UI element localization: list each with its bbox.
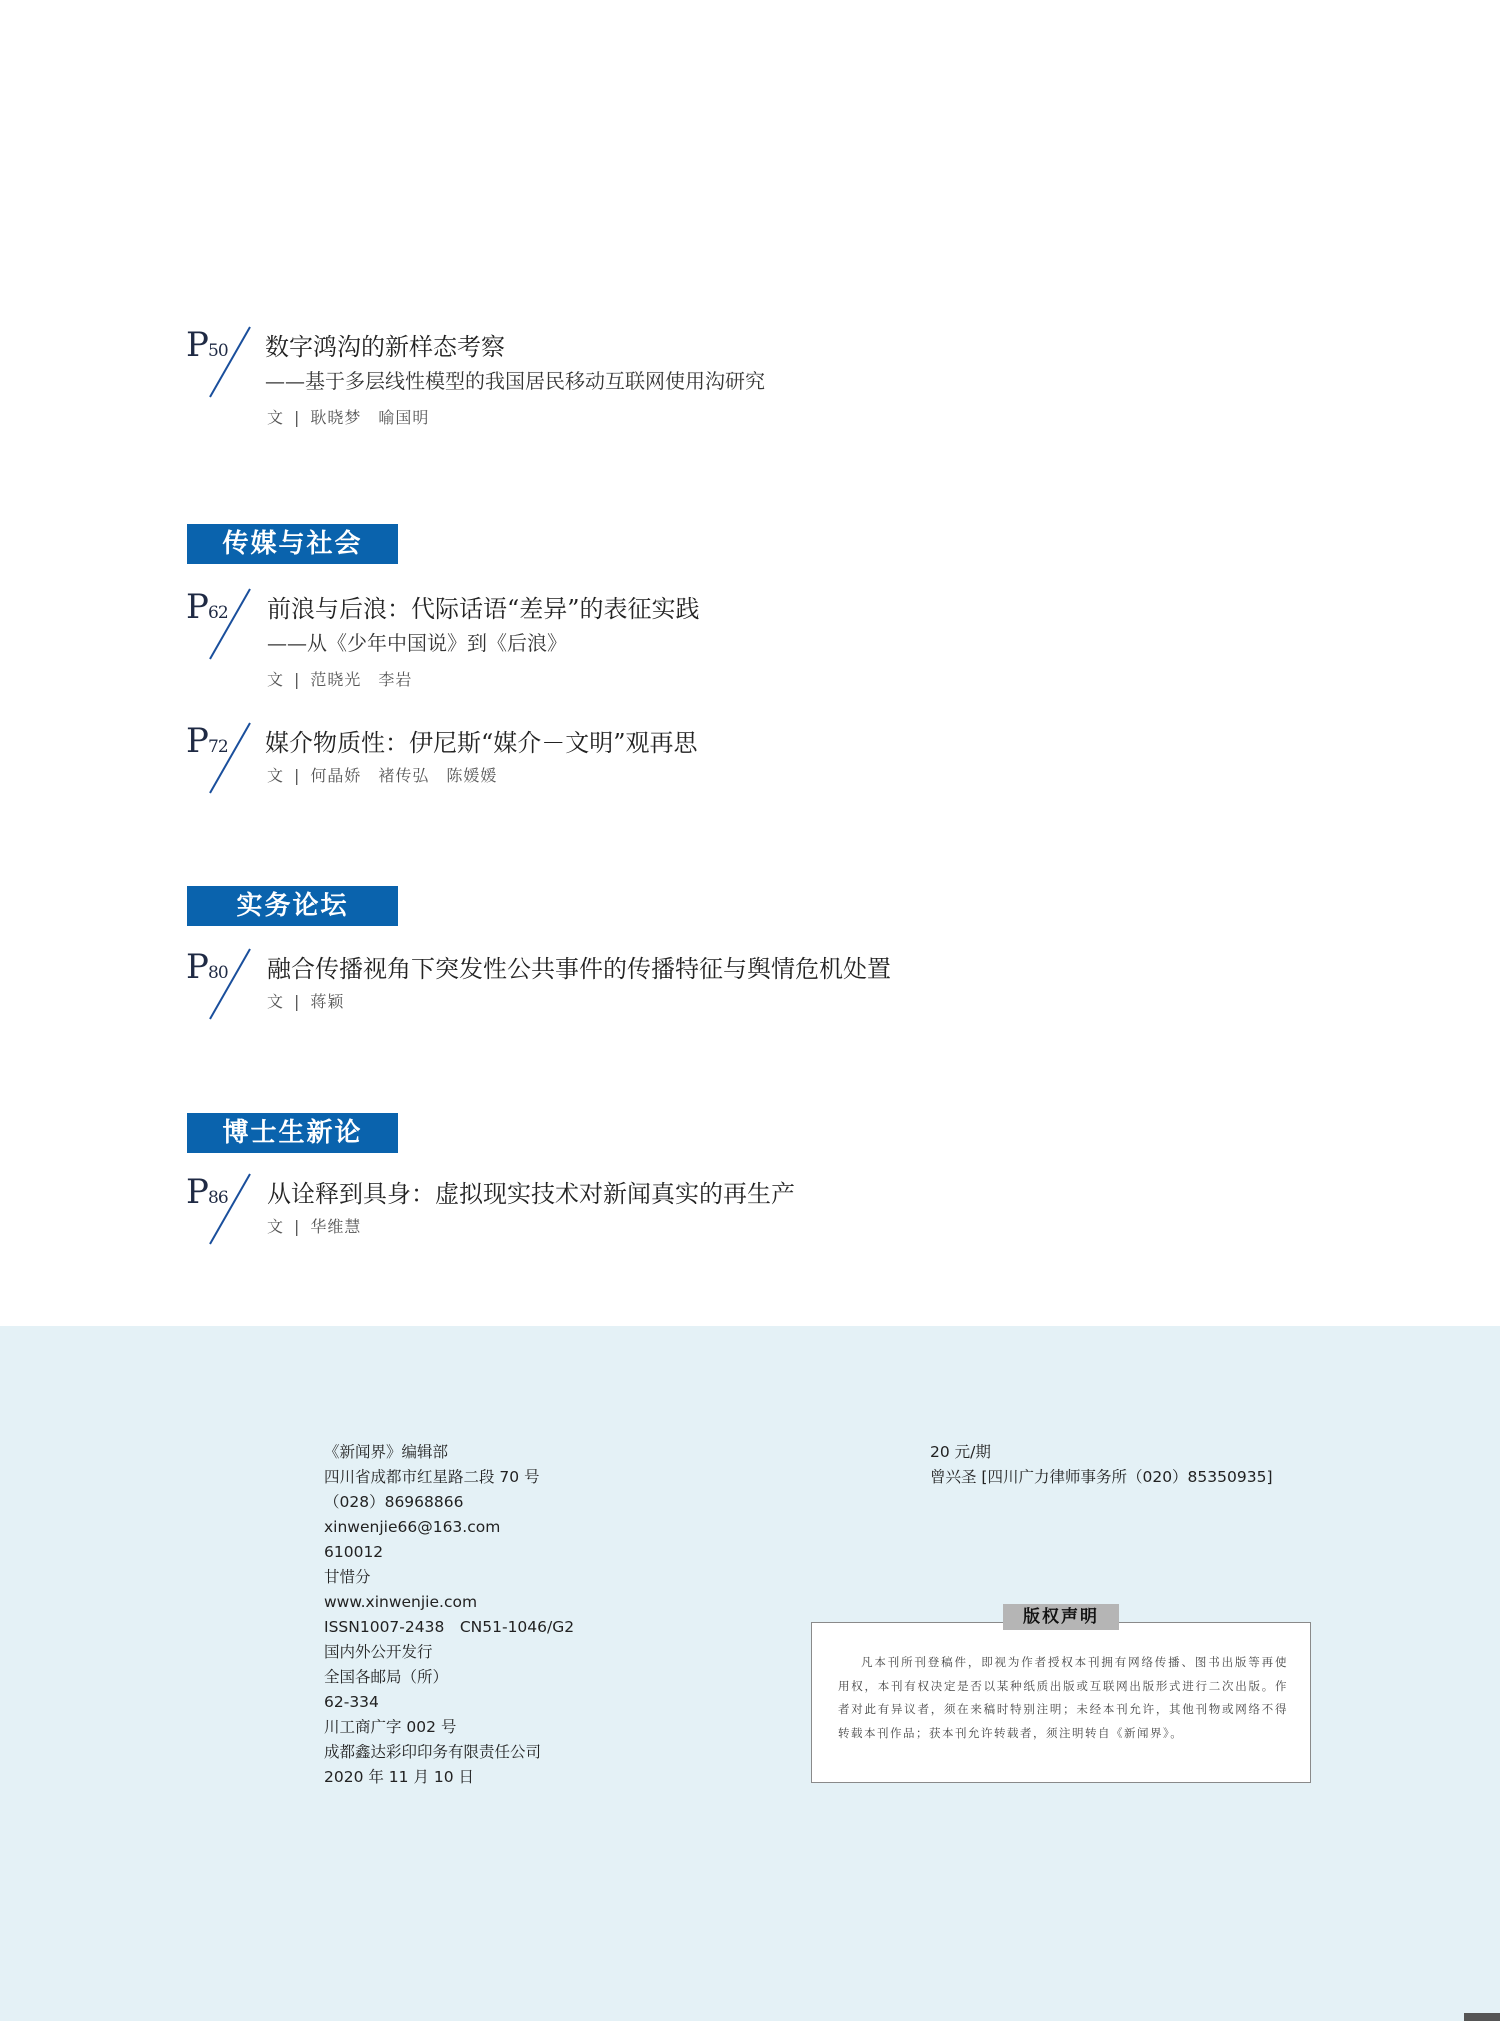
slash-divider-icon	[186, 1172, 256, 1252]
byline-prefix: 文	[267, 670, 285, 689]
page-number-badge	[186, 325, 256, 405]
info-value: 610012	[324, 1543, 384, 1561]
byline-prefix: 文	[267, 408, 285, 427]
page-prefix: P	[186, 1172, 209, 1212]
article-authors: 文 | 何晶娇 褚传弘 陈媛媛	[267, 766, 498, 785]
article-subtitle: ——从《少年中国说》到《后浪》	[267, 631, 567, 655]
article-subtitle: ——基于多层线性模型的我国居民移动互联网使用沟研究	[265, 369, 765, 393]
website-link[interactable]: www.xinwenjie.com	[324, 1593, 478, 1611]
price-value: 20 元/期	[930, 1443, 991, 1461]
slash-divider-icon	[186, 325, 256, 405]
info-value: 四川省成都市红星路二段 70 号	[324, 1468, 540, 1486]
copyright-text: 凡本刊所刊登稿件，即视为作者授权本刊拥有网络传播、图书出版等再使用权，本刊有权决定是否以某种纸质出版或互联网出版形式进行二次出版。作者对此有异议者，须在来稿时特别注明；未经本刊允许，其他刊物或网络不得转载本刊作品；获本刊允许转载者，须注明转自《新闻界》。	[838, 1655, 1288, 1740]
article-title[interactable]: 从诠释到具身：虚拟现实技术对新闻真实的再生产	[267, 1180, 795, 1208]
slash-divider-icon	[186, 947, 256, 1027]
page-number: 86	[208, 1188, 228, 1208]
page-number-badge	[186, 587, 256, 667]
info-value: 川工商广字 002 号	[324, 1718, 457, 1736]
page-number: 62	[208, 603, 228, 623]
article-authors: 文 | 耿晓梦 喻国明	[267, 408, 430, 427]
page-prefix: P	[186, 947, 209, 987]
byline-prefix: 文	[267, 1217, 285, 1236]
article-authors: 文 | 华维慧	[267, 1217, 362, 1236]
info-value: （028）86968866	[324, 1493, 464, 1511]
page-number: 50	[208, 341, 228, 361]
info-value: 甘惜分	[324, 1568, 371, 1586]
info-value: 《新闻界》编辑部	[324, 1443, 449, 1461]
page-number-badge	[186, 947, 256, 1027]
article-authors: 文 | 范晓光 李岩	[267, 670, 413, 689]
article-title[interactable]: 前浪与后浪：代际话语“差异”的表征实践	[267, 595, 700, 623]
article-title[interactable]: 媒介物质性：伊尼斯“媒介－文明”观再思	[265, 729, 698, 757]
author-names: 范晓光 李岩	[310, 670, 413, 689]
author-names: 华维慧	[310, 1217, 362, 1236]
byline-prefix: 文	[267, 992, 285, 1011]
slash-divider-icon	[186, 721, 256, 801]
page-number-badge	[186, 1172, 256, 1252]
info-value: 全国各邮局（所）	[324, 1668, 449, 1686]
author-names: 耿晓梦 喻国明	[310, 408, 430, 427]
article-title[interactable]: 数字鸿沟的新样态考察	[265, 333, 505, 361]
copyright-box	[811, 1622, 1311, 1783]
page-number: 80	[208, 963, 228, 983]
legal-advisor-value: 曾兴圣 [四川广力律师事务所（020）85350935]	[930, 1468, 1273, 1486]
page-number: 72	[208, 737, 228, 757]
info-value: ISSN1007-2438 CN51-1046/G2	[324, 1618, 575, 1636]
info-value: 国内外公开发行	[324, 1643, 433, 1661]
page-prefix: P	[186, 587, 209, 627]
slash-divider-icon	[186, 587, 256, 667]
author-names: 何晶娇 褚传弘 陈媛媛	[310, 766, 498, 785]
page-prefix: P	[186, 325, 209, 365]
section-header-practice-forum: 实务论坛	[187, 886, 398, 926]
article-title[interactable]: 融合传播视角下突发性公共事件的传播特征与舆情危机处置	[267, 955, 891, 983]
info-value: 62-334	[324, 1693, 379, 1711]
email-value[interactable]: xinwenjie66@163.com	[324, 1518, 501, 1536]
page-number-badge	[186, 721, 256, 801]
byline-prefix: 文	[267, 766, 285, 785]
section-header-media-society: 传媒与社会	[187, 524, 398, 564]
page-prefix: P	[186, 721, 209, 761]
copyright-title: 版权声明	[1003, 1604, 1119, 1630]
info-value: 2020 年 11 月 10 日	[324, 1768, 475, 1786]
section-header-phd-new: 博士生新论	[187, 1113, 398, 1153]
article-authors: 文 | 蒋颖	[267, 992, 345, 1011]
info-value: 成都鑫达彩印印务有限责任公司	[324, 1743, 542, 1761]
author-names: 蒋颖	[310, 992, 345, 1011]
corner-mark	[1464, 2013, 1500, 2021]
